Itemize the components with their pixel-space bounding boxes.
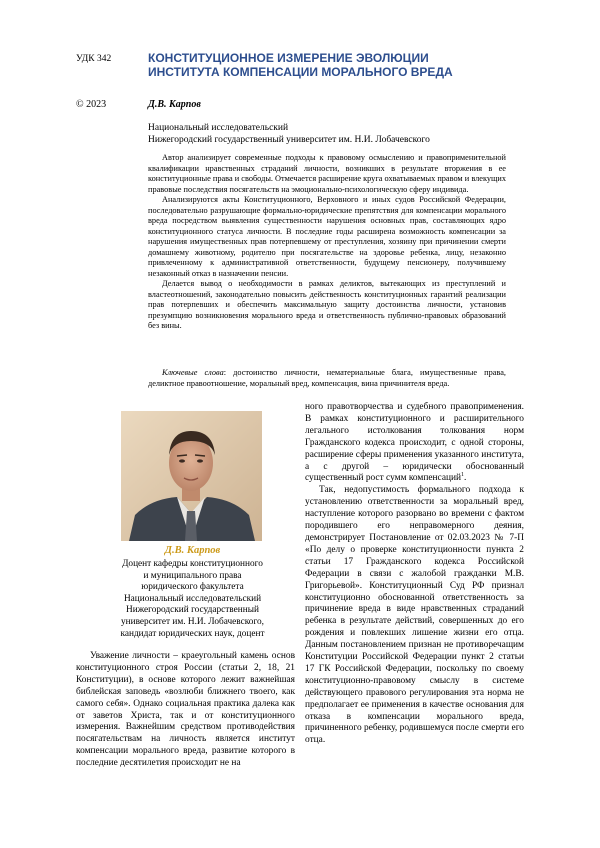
udk-code: УДК 342 bbox=[76, 54, 112, 64]
affiliation bbox=[148, 122, 508, 146]
article-title bbox=[148, 51, 478, 79]
caption-line-2: и муниципального права bbox=[143, 570, 242, 581]
footnote-mark[interactable]: 1 bbox=[461, 472, 465, 479]
body-column-right bbox=[305, 402, 524, 747]
caption-line-6: университет им. Н.И. Лобачевского, bbox=[120, 616, 264, 627]
title-line-2: ИНСТИТУТА КОМПЕНСАЦИИ МОРАЛЬНОГО ВРЕДА bbox=[148, 65, 453, 79]
body-paragraph-right-1-text: ного правотворчества и судебного правоприменения. В рамках конституционного и расширительного легального истолкования толкования норм Гражданского кодекса происходит, с одной стороны, расширение сферы применения указанного института, а с другой – юридически обоснованный существенный рост сумм компенсаций bbox=[305, 402, 524, 484]
caption-line-3: юридического факультета bbox=[141, 582, 244, 593]
caption-line-7: кандидат юридических наук, доцент bbox=[120, 628, 265, 639]
caption-line-4: Национальный исследовательский bbox=[123, 593, 262, 604]
keywords bbox=[148, 368, 506, 389]
keywords-label: Ключевые слова bbox=[162, 368, 224, 377]
body-paragraph-right-2: Так, недопустимость формального подхода к установлению ответственности за моральный вред, наступление которого разорвано во времени с фактом породившего его неправомерного деяния, демонстрирует Постановление от 02.03.2023 № 7-П «По делу о проверке конституционности пункта 2 статьи 17 Гражданского кодекса Российской Федерации в связи с жалобой гражданки М.В. Григорьевой». Конституционный Суд РФ признал конституционно обоснованной ответственность за причинение вреда в виде нравственных страданий ребенка в результате действий, совершенных до его рождения и повлекших лишение жизни его отца. Данным постановлением признан не противоречащим Конституции Российской Федерации пункт 2 статьи 17 ГК Российской Федерации, поскольку по своему конституционно-правовому смыслу в системе действующего правового регулирования эта норма не предполагает ее применения в качестве основания для отказа в компенсации морального вреда, причиненного ребенку, родившемуся после смерти его отца. bbox=[305, 485, 524, 746]
body-column-left bbox=[76, 651, 295, 770]
caption-line-1: Доцент кафедры конституционного bbox=[122, 559, 263, 569]
body-paragraph-left-1: Уважение личности – краеугольный камень основ конституционного строя России (статьи 2, 18, 21 Конституции), в основе которого лежит важнейшая библейская заповедь «возлюби ближнего твоего, как самого себя». Однако социальная практика далека как от заветов Христа, так и от конституционного измерения. Важнейшим средством противодействия посягательствам на личность является институт компенсации морального вреда, развитие которого в последние десятилетия происходит не на bbox=[76, 651, 295, 769]
author-name: Д.В. Карпов bbox=[148, 99, 201, 110]
caption-line-5: Нижегородский государственный bbox=[126, 605, 259, 616]
title-line-1: КОНСТИТУЦИОННОЕ ИЗМЕРЕНИЕ ЭВОЛЮЦИИ bbox=[148, 51, 429, 65]
affiliation-line-2: Нижегородский государственный университет им. Н.И. Лобачевского bbox=[148, 135, 430, 145]
abstract-paragraph-1: Автор анализирует современные подходы к правовому осмыслению и правоприменительной квалификации нравственных страданий личности, возникших в результате вторжения в ее конституционные права и свободы. Отмечается расширение круга охватываемых правом и влекущих правовые последствия посягательств на эмоционально-психологическую сферу индивида. bbox=[148, 153, 506, 194]
abstract-paragraph-2: Анализируются акты Конституционного, Верховного и иных судов Российской Федерации, последовательно разрушающие формально-юридические препятствия для компенсации морального вреда посредством выявления существенности нарушения основных прав, составляющих ядро конституционного статуса личности. В последние годы расширена возможность компенсации за нарушения имущественных прав потерпевшему от преступления, хозяину при причинении смерти домашнему животному, родителю при посягательстве на здоровье ребенка, лицу, незаконно привлеченному к административной ответственности, будущему пенсионеру, получившему незаконный отказ в назначении пенсии. bbox=[148, 195, 506, 278]
copyright: © 2023 bbox=[76, 99, 107, 110]
body-paragraph-right-1 bbox=[305, 402, 524, 485]
photo-caption-name: Д.В. Карпов bbox=[164, 545, 221, 556]
body-paragraph-right-1-end: . bbox=[464, 473, 467, 484]
author-photo bbox=[121, 411, 262, 541]
keywords-text: : достоинство личности, нематериальные блага, имущественные права, деликтное правоотношение, моральный вред, компенсация, вина причинителя вреда. bbox=[148, 368, 506, 388]
affiliation-line-1: Национальный исследовательский bbox=[148, 123, 289, 133]
abstract bbox=[148, 153, 506, 332]
photo-caption bbox=[76, 559, 309, 640]
abstract-paragraph-3: Делается вывод о необходимости в рамках деликтов, вытекающих из преступлений и властеотношений, законодательно повысить действенность конституционных гарантий реализации прав потерпевших и обеспечить максимальную защиту достоинства личности, установив презумпцию возникновения морального вреда и ответственность публично-правовых образований без вины. bbox=[148, 279, 506, 330]
author-portrait-image bbox=[121, 411, 262, 541]
